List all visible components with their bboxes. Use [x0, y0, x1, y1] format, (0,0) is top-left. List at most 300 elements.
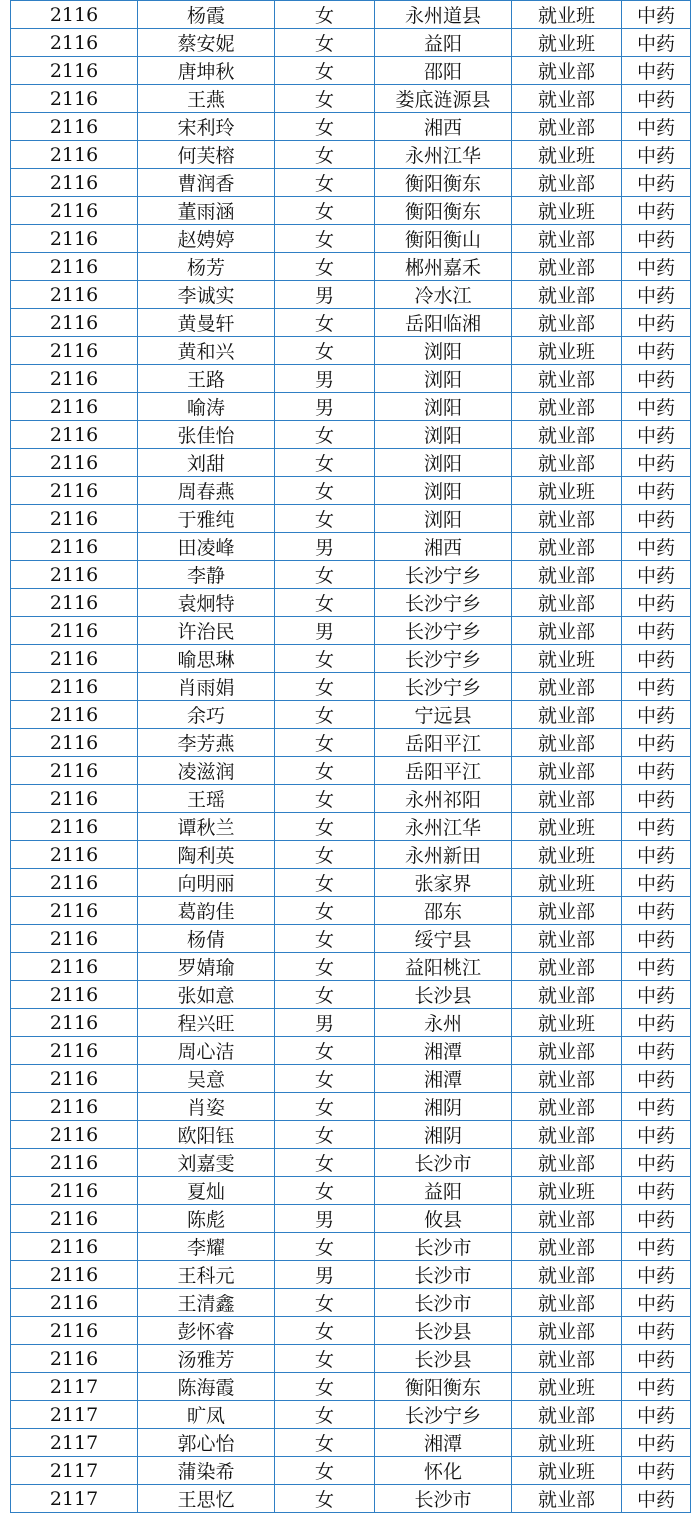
major-cell: 中药 [622, 197, 691, 225]
region-cell: 衡阳衡东 [375, 1373, 512, 1401]
class-cell: 2116 [11, 1149, 138, 1177]
table-row [11, 729, 691, 757]
name-cell: 董雨涵 [138, 197, 275, 225]
table-row [11, 897, 691, 925]
department-cell: 就业部 [512, 421, 622, 449]
major-cell: 中药 [622, 617, 691, 645]
major-cell: 中药 [622, 869, 691, 897]
class-cell: 2117 [11, 1373, 138, 1401]
table-row [11, 505, 691, 533]
region-cell: 衡阳衡东 [375, 197, 512, 225]
gender-cell: 男 [275, 393, 375, 421]
name-cell: 谭秋兰 [138, 813, 275, 841]
region-cell: 绥宁县 [375, 925, 512, 953]
class-cell: 2116 [11, 281, 138, 309]
class-cell: 2116 [11, 813, 138, 841]
region-cell: 湘阴 [375, 1093, 512, 1121]
class-cell: 2116 [11, 1345, 138, 1373]
name-cell: 汤雅芳 [138, 1345, 275, 1373]
table-row [11, 225, 691, 253]
name-cell: 夏灿 [138, 1177, 275, 1205]
class-cell: 2116 [11, 729, 138, 757]
major-cell: 中药 [622, 393, 691, 421]
major-cell: 中药 [622, 925, 691, 953]
table-row [11, 925, 691, 953]
name-cell: 程兴旺 [138, 1009, 275, 1037]
department-cell: 就业部 [512, 449, 622, 477]
name-cell: 王路 [138, 365, 275, 393]
department-cell: 就业部 [512, 309, 622, 337]
class-cell: 2116 [11, 561, 138, 589]
region-cell: 长沙宁乡 [375, 673, 512, 701]
region-cell: 浏阳 [375, 365, 512, 393]
name-cell: 宋利玲 [138, 113, 275, 141]
gender-cell: 女 [275, 813, 375, 841]
name-cell: 刘嘉雯 [138, 1149, 275, 1177]
major-cell: 中药 [622, 1121, 691, 1149]
region-cell: 岳阳平江 [375, 729, 512, 757]
class-cell: 2116 [11, 1261, 138, 1289]
gender-cell: 女 [275, 953, 375, 981]
gender-cell: 女 [275, 253, 375, 281]
gender-cell: 女 [275, 197, 375, 225]
major-cell: 中药 [622, 813, 691, 841]
table-row [11, 365, 691, 393]
department-cell: 就业部 [512, 897, 622, 925]
name-cell: 陶利英 [138, 841, 275, 869]
name-cell: 周心洁 [138, 1037, 275, 1065]
region-cell: 衡阳衡山 [375, 225, 512, 253]
name-cell: 陈海霞 [138, 1373, 275, 1401]
major-cell: 中药 [622, 897, 691, 925]
class-cell: 2116 [11, 1233, 138, 1261]
class-cell: 2116 [11, 1, 138, 29]
table-row [11, 785, 691, 813]
gender-cell: 女 [275, 1429, 375, 1457]
major-cell: 中药 [622, 57, 691, 85]
major-cell: 中药 [622, 1233, 691, 1261]
gender-cell: 女 [275, 57, 375, 85]
gender-cell: 女 [275, 1317, 375, 1345]
region-cell: 浏阳 [375, 393, 512, 421]
name-cell: 李芳燕 [138, 729, 275, 757]
name-cell: 彭怀睿 [138, 1317, 275, 1345]
gender-cell: 女 [275, 673, 375, 701]
gender-cell: 女 [275, 1401, 375, 1429]
major-cell: 中药 [622, 1485, 691, 1513]
major-cell: 中药 [622, 1317, 691, 1345]
gender-cell: 女 [275, 1457, 375, 1485]
name-cell: 王清鑫 [138, 1289, 275, 1317]
major-cell: 中药 [622, 281, 691, 309]
region-cell: 长沙市 [375, 1149, 512, 1177]
department-cell: 就业部 [512, 673, 622, 701]
class-cell: 2116 [11, 869, 138, 897]
table-row [11, 1121, 691, 1149]
name-cell: 吴意 [138, 1065, 275, 1093]
gender-cell: 女 [275, 1373, 375, 1401]
region-cell: 郴州嘉禾 [375, 253, 512, 281]
region-cell: 浏阳 [375, 421, 512, 449]
table-row [11, 1457, 691, 1485]
department-cell: 就业班 [512, 29, 622, 57]
major-cell: 中药 [622, 1345, 691, 1373]
gender-cell: 女 [275, 449, 375, 477]
table-row [11, 421, 691, 449]
major-cell: 中药 [622, 449, 691, 477]
class-cell: 2116 [11, 1009, 138, 1037]
department-cell: 就业部 [512, 281, 622, 309]
class-cell: 2116 [11, 673, 138, 701]
department-cell: 就业部 [512, 169, 622, 197]
department-cell: 就业部 [512, 225, 622, 253]
gender-cell: 女 [275, 477, 375, 505]
name-cell: 周春燕 [138, 477, 275, 505]
department-cell: 就业部 [512, 1149, 622, 1177]
major-cell: 中药 [622, 1037, 691, 1065]
department-cell: 就业部 [512, 1289, 622, 1317]
name-cell: 李静 [138, 561, 275, 589]
class-cell: 2116 [11, 309, 138, 337]
department-cell: 就业班 [512, 645, 622, 673]
name-cell: 余巧 [138, 701, 275, 729]
department-cell: 就业部 [512, 533, 622, 561]
class-cell: 2116 [11, 477, 138, 505]
gender-cell: 女 [275, 981, 375, 1009]
table-row [11, 1401, 691, 1429]
department-cell: 就业部 [512, 1261, 622, 1289]
major-cell: 中药 [622, 589, 691, 617]
name-cell: 王思忆 [138, 1485, 275, 1513]
gender-cell: 女 [275, 225, 375, 253]
region-cell: 长沙宁乡 [375, 589, 512, 617]
major-cell: 中药 [622, 729, 691, 757]
department-cell: 就业部 [512, 925, 622, 953]
table-row [11, 57, 691, 85]
region-cell: 张家界 [375, 869, 512, 897]
class-cell: 2116 [11, 253, 138, 281]
department-cell: 就业部 [512, 1121, 622, 1149]
gender-cell: 男 [275, 1205, 375, 1233]
department-cell: 就业部 [512, 729, 622, 757]
class-cell: 2116 [11, 29, 138, 57]
name-cell: 蒲染希 [138, 1457, 275, 1485]
table-row [11, 1289, 691, 1317]
name-cell: 凌滋润 [138, 757, 275, 785]
department-cell: 就业部 [512, 253, 622, 281]
table-row [11, 1429, 691, 1457]
name-cell: 杨芳 [138, 253, 275, 281]
major-cell: 中药 [622, 1177, 691, 1205]
class-cell: 2116 [11, 197, 138, 225]
department-cell: 就业部 [512, 1093, 622, 1121]
region-cell: 长沙宁乡 [375, 645, 512, 673]
table-row [11, 337, 691, 365]
gender-cell: 女 [275, 785, 375, 813]
major-cell: 中药 [622, 701, 691, 729]
name-cell: 何芙榕 [138, 141, 275, 169]
gender-cell: 女 [275, 29, 375, 57]
region-cell: 湘潭 [375, 1037, 512, 1065]
major-cell: 中药 [622, 141, 691, 169]
gender-cell: 女 [275, 1093, 375, 1121]
department-cell: 就业部 [512, 1485, 622, 1513]
department-cell: 就业部 [512, 785, 622, 813]
name-cell: 罗婧瑜 [138, 953, 275, 981]
region-cell: 长沙县 [375, 1317, 512, 1345]
class-cell: 2117 [11, 1401, 138, 1429]
name-cell: 旷凤 [138, 1401, 275, 1429]
region-cell: 长沙市 [375, 1261, 512, 1289]
name-cell: 王燕 [138, 85, 275, 113]
major-cell: 中药 [622, 785, 691, 813]
gender-cell: 女 [275, 757, 375, 785]
region-cell: 湘西 [375, 113, 512, 141]
table-row [11, 1149, 691, 1177]
region-cell: 岳阳平江 [375, 757, 512, 785]
name-cell: 刘甜 [138, 449, 275, 477]
department-cell: 就业班 [512, 141, 622, 169]
gender-cell: 女 [275, 505, 375, 533]
table-row [11, 477, 691, 505]
region-cell: 永州祁阳 [375, 785, 512, 813]
table-row [11, 841, 691, 869]
name-cell: 蔡安妮 [138, 29, 275, 57]
department-cell: 就业班 [512, 1373, 622, 1401]
class-cell: 2116 [11, 701, 138, 729]
gender-cell: 女 [275, 925, 375, 953]
department-cell: 就业部 [512, 589, 622, 617]
gender-cell: 男 [275, 281, 375, 309]
name-cell: 于雅纯 [138, 505, 275, 533]
table-row [11, 29, 691, 57]
table-row [11, 197, 691, 225]
region-cell: 长沙市 [375, 1485, 512, 1513]
class-cell: 2116 [11, 337, 138, 365]
department-cell: 就业班 [512, 1, 622, 29]
department-cell: 就业部 [512, 1233, 622, 1261]
region-cell: 攸县 [375, 1205, 512, 1233]
department-cell: 就业部 [512, 617, 622, 645]
name-cell: 向明丽 [138, 869, 275, 897]
region-cell: 长沙市 [375, 1289, 512, 1317]
name-cell: 喻涛 [138, 393, 275, 421]
gender-cell: 女 [275, 701, 375, 729]
gender-cell: 女 [275, 841, 375, 869]
table-row [11, 253, 691, 281]
name-cell: 陈彪 [138, 1205, 275, 1233]
department-cell: 就业部 [512, 1345, 622, 1373]
department-cell: 就业班 [512, 1177, 622, 1205]
table-row [11, 645, 691, 673]
major-cell: 中药 [622, 645, 691, 673]
major-cell: 中药 [622, 365, 691, 393]
gender-cell: 女 [275, 1149, 375, 1177]
department-cell: 就业部 [512, 1401, 622, 1429]
gender-cell: 女 [275, 309, 375, 337]
region-cell: 宁远县 [375, 701, 512, 729]
region-cell: 永州江华 [375, 813, 512, 841]
name-cell: 张佳怡 [138, 421, 275, 449]
class-cell: 2117 [11, 1485, 138, 1513]
gender-cell: 女 [275, 1289, 375, 1317]
department-cell: 就业班 [512, 869, 622, 897]
region-cell: 长沙县 [375, 1345, 512, 1373]
table-row [11, 1, 691, 29]
class-cell: 2116 [11, 1317, 138, 1345]
department-cell: 就业班 [512, 197, 622, 225]
table-row [11, 1485, 691, 1513]
department-cell: 就业班 [512, 1429, 622, 1457]
gender-cell: 女 [275, 729, 375, 757]
table-row [11, 757, 691, 785]
class-cell: 2116 [11, 505, 138, 533]
table-row [11, 533, 691, 561]
table-row [11, 1345, 691, 1373]
region-cell: 湘潭 [375, 1065, 512, 1093]
region-cell: 长沙市 [375, 1233, 512, 1261]
major-cell: 中药 [622, 253, 691, 281]
gender-cell: 女 [275, 337, 375, 365]
department-cell: 就业部 [512, 953, 622, 981]
department-cell: 就业部 [512, 1317, 622, 1345]
department-cell: 就业部 [512, 1205, 622, 1233]
table-row [11, 141, 691, 169]
table-row [11, 281, 691, 309]
table-row [11, 113, 691, 141]
department-cell: 就业部 [512, 57, 622, 85]
major-cell: 中药 [622, 1401, 691, 1429]
class-cell: 2116 [11, 897, 138, 925]
table-row [11, 169, 691, 197]
region-cell: 长沙县 [375, 981, 512, 1009]
class-cell: 2116 [11, 1093, 138, 1121]
region-cell: 永州新田 [375, 841, 512, 869]
region-cell: 益阳 [375, 1177, 512, 1205]
class-cell: 2116 [11, 225, 138, 253]
gender-cell: 男 [275, 365, 375, 393]
table-row [11, 1373, 691, 1401]
region-cell: 浏阳 [375, 477, 512, 505]
table-row [11, 85, 691, 113]
major-cell: 中药 [622, 561, 691, 589]
class-cell: 2116 [11, 1037, 138, 1065]
table-row [11, 1205, 691, 1233]
table-row [11, 1317, 691, 1345]
class-cell: 2116 [11, 141, 138, 169]
gender-cell: 女 [275, 645, 375, 673]
gender-cell: 女 [275, 1, 375, 29]
department-cell: 就业班 [512, 1457, 622, 1485]
department-cell: 就业部 [512, 505, 622, 533]
gender-cell: 女 [275, 1065, 375, 1093]
department-cell: 就业部 [512, 757, 622, 785]
department-cell: 就业班 [512, 841, 622, 869]
table-row [11, 1261, 691, 1289]
gender-cell: 女 [275, 169, 375, 197]
gender-cell: 女 [275, 1037, 375, 1065]
region-cell: 永州道县 [375, 1, 512, 29]
student-table-body [11, 1, 691, 1513]
region-cell: 益阳桃江 [375, 953, 512, 981]
department-cell: 就业班 [512, 813, 622, 841]
name-cell: 黄曼轩 [138, 309, 275, 337]
table-row [11, 561, 691, 589]
region-cell: 湘阴 [375, 1121, 512, 1149]
region-cell: 益阳 [375, 29, 512, 57]
class-cell: 2116 [11, 421, 138, 449]
name-cell: 赵娉婷 [138, 225, 275, 253]
department-cell: 就业部 [512, 365, 622, 393]
gender-cell: 女 [275, 869, 375, 897]
gender-cell: 女 [275, 1177, 375, 1205]
major-cell: 中药 [622, 1093, 691, 1121]
name-cell: 王科元 [138, 1261, 275, 1289]
class-cell: 2116 [11, 1065, 138, 1093]
gender-cell: 女 [275, 421, 375, 449]
major-cell: 中药 [622, 85, 691, 113]
major-cell: 中药 [622, 1149, 691, 1177]
table-row [11, 1093, 691, 1121]
department-cell: 就业部 [512, 1037, 622, 1065]
class-cell: 2116 [11, 953, 138, 981]
region-cell: 永州 [375, 1009, 512, 1037]
class-cell: 2116 [11, 925, 138, 953]
class-cell: 2116 [11, 617, 138, 645]
major-cell: 中药 [622, 841, 691, 869]
class-cell: 2117 [11, 1457, 138, 1485]
class-cell: 2116 [11, 393, 138, 421]
name-cell: 杨霞 [138, 1, 275, 29]
major-cell: 中药 [622, 29, 691, 57]
student-table [10, 0, 691, 1513]
name-cell: 许治民 [138, 617, 275, 645]
table-row [11, 1177, 691, 1205]
class-cell: 2116 [11, 757, 138, 785]
gender-cell: 男 [275, 1261, 375, 1289]
class-cell: 2116 [11, 57, 138, 85]
name-cell: 曹润香 [138, 169, 275, 197]
gender-cell: 男 [275, 1009, 375, 1037]
department-cell: 就业班 [512, 477, 622, 505]
class-cell: 2116 [11, 169, 138, 197]
table-row [11, 701, 691, 729]
table-row [11, 869, 691, 897]
region-cell: 邵东 [375, 897, 512, 925]
class-cell: 2116 [11, 1121, 138, 1149]
region-cell: 怀化 [375, 1457, 512, 1485]
table-row [11, 813, 691, 841]
region-cell: 浏阳 [375, 337, 512, 365]
class-cell: 2116 [11, 1205, 138, 1233]
name-cell: 黄和兴 [138, 337, 275, 365]
table-row [11, 1037, 691, 1065]
name-cell: 李耀 [138, 1233, 275, 1261]
department-cell: 就业部 [512, 981, 622, 1009]
class-cell: 2116 [11, 365, 138, 393]
name-cell: 李诚实 [138, 281, 275, 309]
major-cell: 中药 [622, 477, 691, 505]
name-cell: 欧阳钰 [138, 1121, 275, 1149]
gender-cell: 女 [275, 1121, 375, 1149]
region-cell: 衡阳衡东 [375, 169, 512, 197]
name-cell: 郭心怡 [138, 1429, 275, 1457]
region-cell: 邵阳 [375, 57, 512, 85]
gender-cell: 女 [275, 589, 375, 617]
major-cell: 中药 [622, 1205, 691, 1233]
region-cell: 长沙宁乡 [375, 617, 512, 645]
name-cell: 喻思琳 [138, 645, 275, 673]
